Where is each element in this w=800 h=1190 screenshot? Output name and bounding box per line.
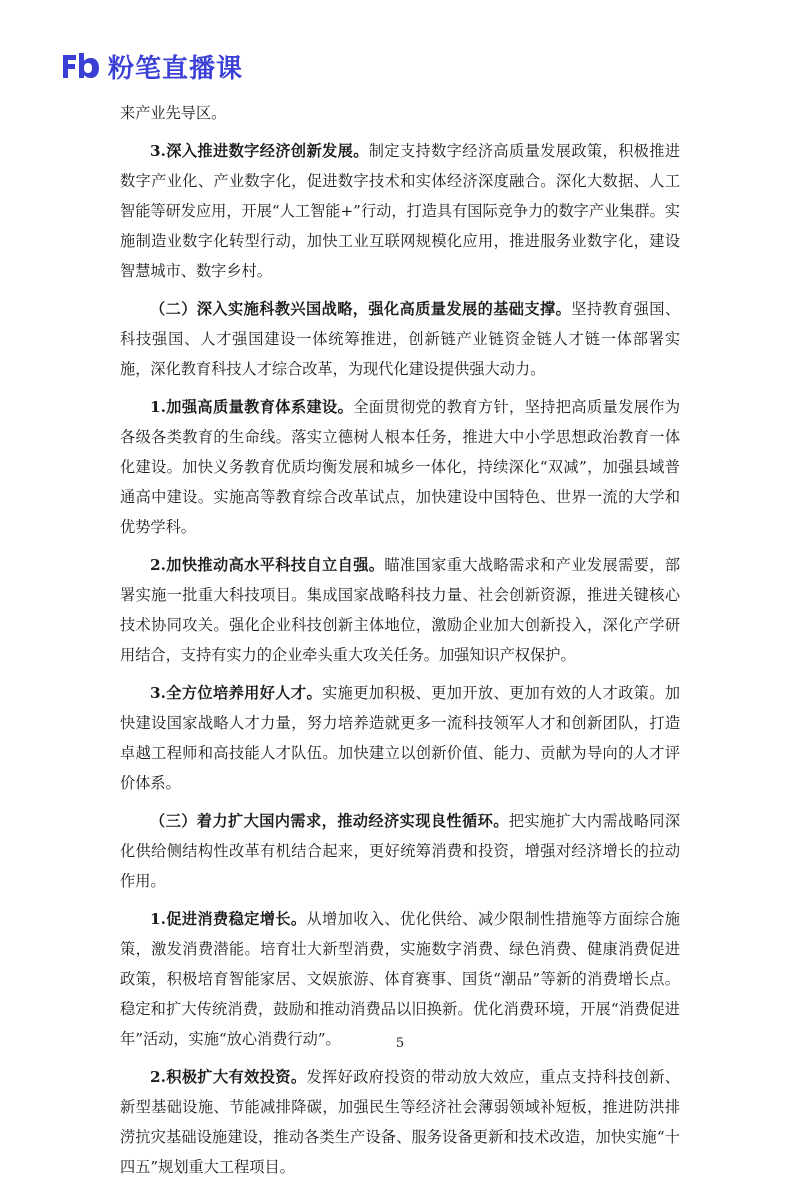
paragraph-lead: 1.促进消费稳定增长。 [150, 910, 307, 928]
paragraph-8: 2.积极扩大有效投资。发挥好政府投资的带动放大效应，重点支持科技创新、新型基础设施、节能减排降碳，加强民生等经济社会薄弱领域补短板，推进防洪排涝抗灾基础设施建设，推动各类生产设备、服务设备更新和技术改造，加快实施“十四五”规划重大工程项目。 [120, 1068, 680, 1176]
paragraph-lead: 3.全方位培养用好人才。 [150, 684, 323, 702]
paragraph-1: 3.深入推进数字经济创新发展。制定支持数字经济高质量发展政策，积极推进数字产业化、产业数字化，促进数字技术和实体经济深度融合。深化大数据、人工智能等研发应用，开展“人工智能+”行动，打造具有国际竞争力的数字产业集群。实施制造业数字化转型行动，加快工业互联网规模化应用，推进服务业数字化，建设智慧城市、数字乡村。 [120, 142, 681, 280]
paragraph-7: 1.促进消费稳定增长。从增加收入、优化供给、减少限制性措施等方面综合施策，激发消费潜能。培育壮大新型消费，实施数字消费、绿色消费、健康消费促进政策，积极培育智能家居、文娱旅游、体育赛事、国货“潮品”等新的消费增长点。稳定和扩大传统消费，鼓励和推动消费品以旧换新。优化消费环境，开展“消费促进年”活动，实施“放心消费行动”。 [120, 910, 680, 1048]
fb-logo-icon [60, 51, 100, 81]
paragraph-0: 来产业先导区。 [120, 104, 227, 122]
document-body [120, 98, 680, 1190]
paragraph-2: （二）深入实施科教兴国战略，强化高质量发展的基础支撑。坚持教育强国、科技强国、人才强国建设一体统筹推进，创新链产业链资金链人才链一体部署实施，深化教育科技人才综合改革，为现代化建设提供强大动力。 [120, 300, 681, 378]
brand-name: 粉笔直播课 [108, 53, 244, 84]
paragraph-6: （三）着力扩大国内需求，推动经济实现良性循环。把实施扩大内需战略同深化供给侧结构性改革有机结合起来，更好统筹消费和投资，增强对经济增长的拉动作用。 [120, 812, 681, 890]
paragraph-lead: （二）深入实施科教兴国战略，强化高质量发展的基础支撑。 [150, 300, 572, 318]
paragraph-lead: 1.加强高质量教育体系建设。 [150, 398, 354, 416]
paragraph-3: 1.加强高质量教育体系建设。全面贯彻党的教育方针，坚持把高质量发展作为各级各类教育的生命线。落实立德树人根本任务，推进大中小学思想政治教育一体化建设。加快义务教育优质均衡发展和城乡一体化，持续深化“双减”，加强县域普通高中建设。实施高等教育综合改革试点，加快建设中国特色、世界一流的大学和优势学科。 [120, 398, 681, 536]
page-header [60, 48, 243, 84]
paragraph-lead: 3.深入推进数字经济创新发展。 [150, 142, 369, 160]
paragraph-4: 2.加快推动高水平科技自立自强。瞄准国家重大战略需求和产业发展需要，部署实施一批重大科技项目。集成国家战略科技力量、社会创新资源，推进关键核心技术协同攻关。强化企业科技创新主体地位，激励企业加大创新投入，深化产学研用结合，支持有实力的企业牵头重大攻关任务。加强知识产权保护。 [120, 556, 681, 664]
paragraph-lead: 2.加快推动高水平科技自立自强。 [150, 556, 385, 574]
paragraph-lead: （三）着力扩大国内需求，推动经济实现良性循环。 [150, 812, 509, 830]
page-number: 5 [395, 1036, 405, 1051]
paragraph-lead: 2.积极扩大有效投资。 [150, 1068, 307, 1086]
paragraph-5: 3.全方位培养用好人才。实施更加积极、更加开放、更加有效的人才政策。加快建设国家战略人才力量，努力培养造就更多一流科技领军人才和创新团队，打造卓越工程师和高技能人才队伍。加快建立以创新价值、能力、贡献为导向的人才评价体系。 [120, 684, 681, 792]
